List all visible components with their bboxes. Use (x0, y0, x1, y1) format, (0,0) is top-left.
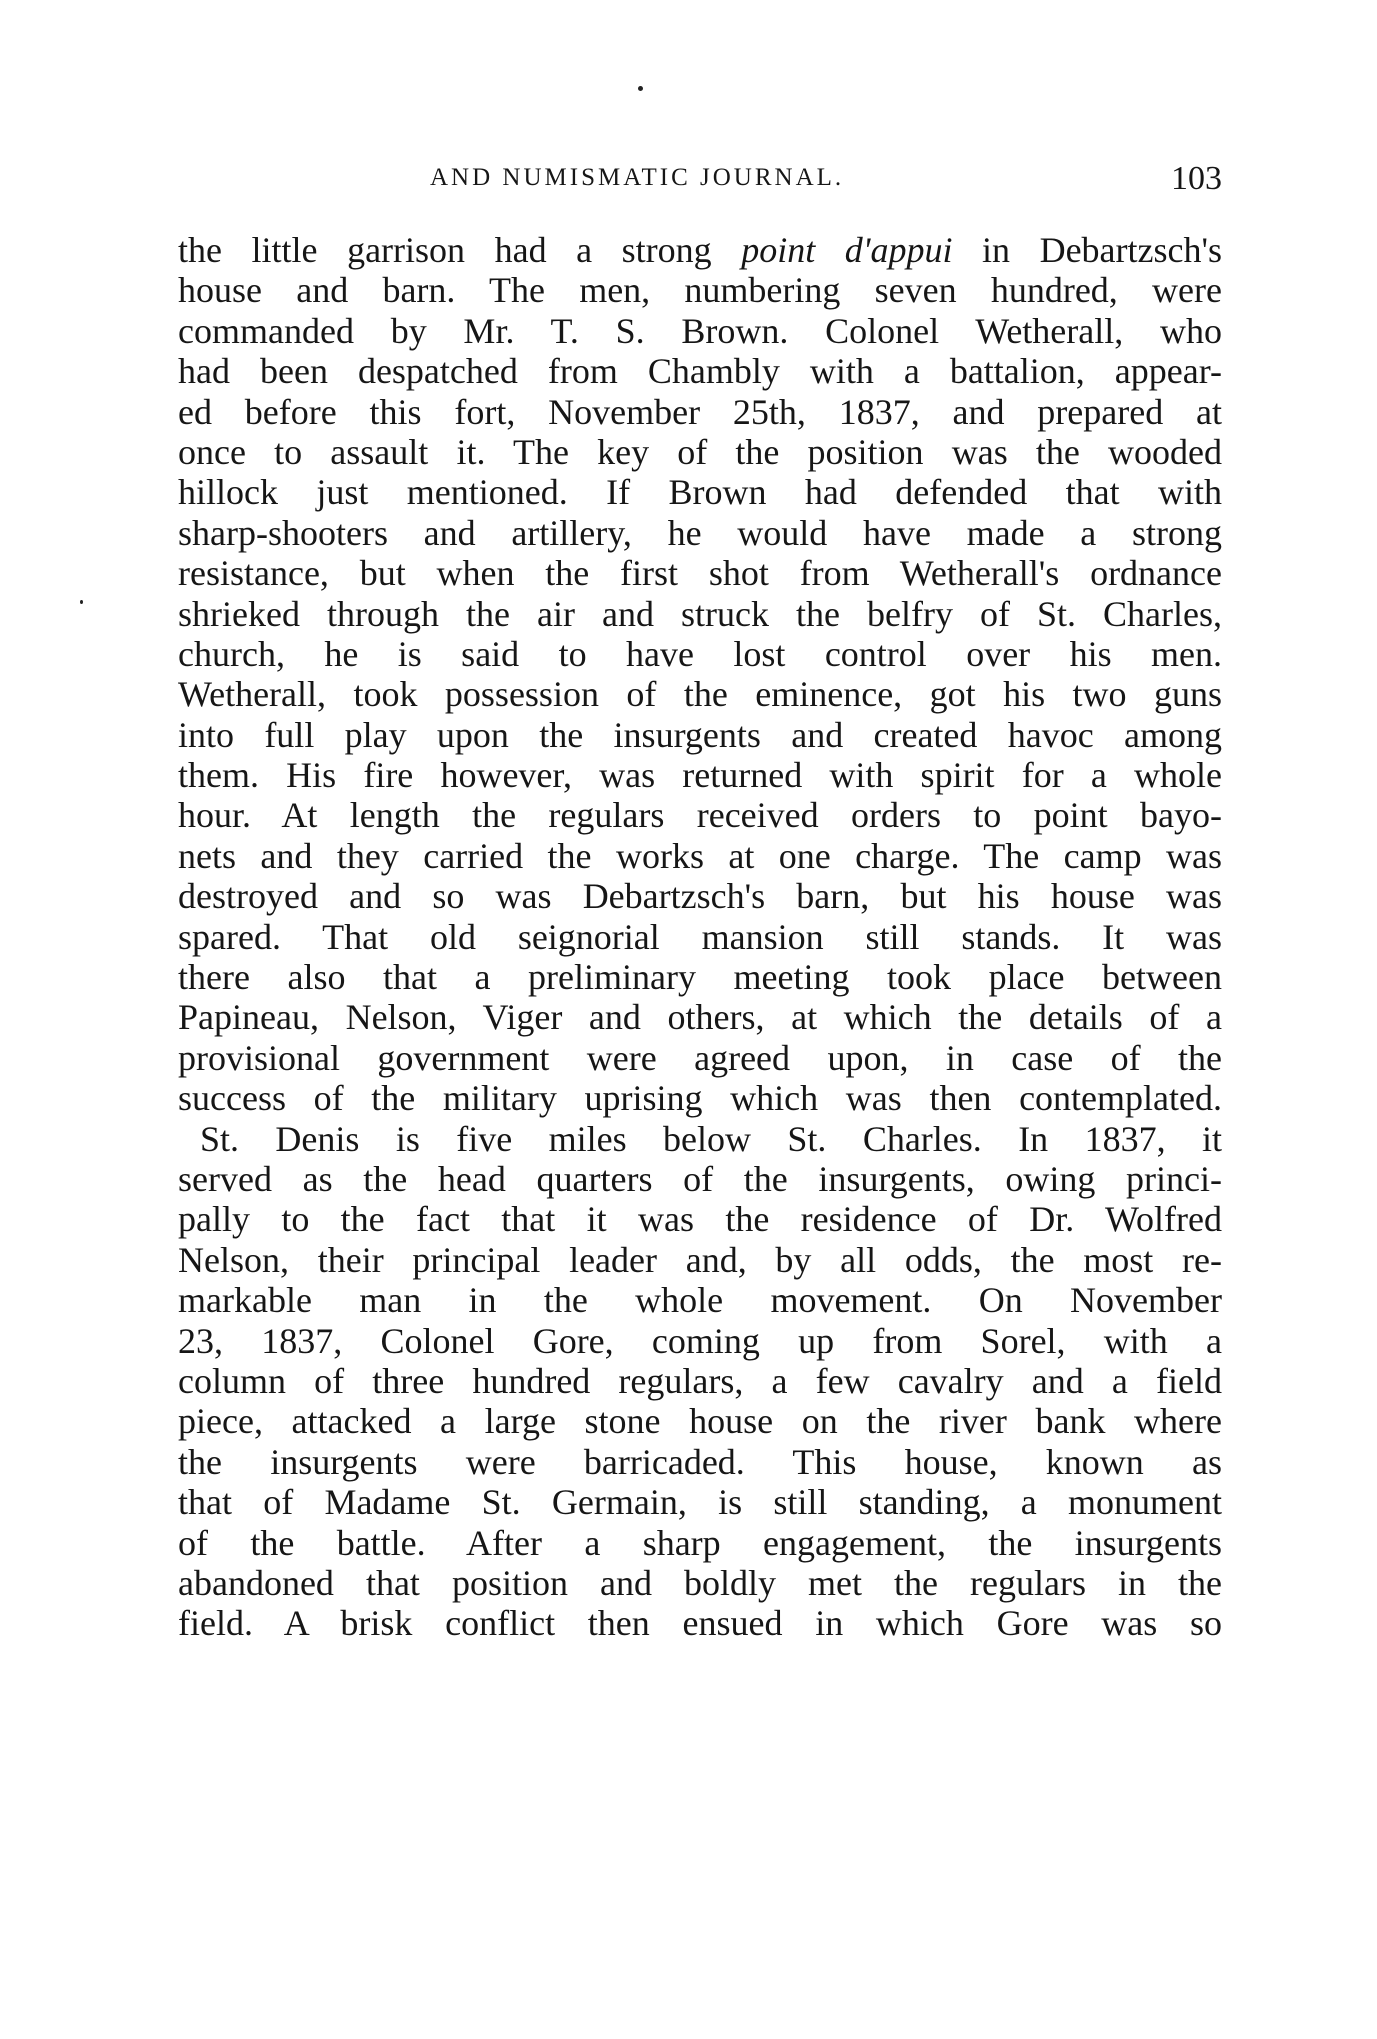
text-line: once to assault it. The key of the position was the wooded (178, 431, 1222, 472)
text-line: the little garrison had a strong point d'appui in Debartzsch's (178, 230, 1222, 270)
text-line: served as the head quarters of the insurgents, owing princi- (178, 1158, 1222, 1199)
text-line: commanded by Mr. T. S. Brown. Colonel Wetherall, who (178, 310, 1222, 351)
text-line: ed before this fort, November 25th, 1837, and prepared at (178, 391, 1222, 432)
text-line: field. A brisk conflict then ensued in which Gore was so (178, 1603, 1222, 1644)
text-line: hour. At length the regulars received orders to point bayo- (178, 795, 1222, 836)
text-line: there also that a preliminary meeting took place between (178, 957, 1222, 998)
text-line: hillock just mentioned. If Brown had defended that with (178, 472, 1222, 513)
body-text (178, 230, 1222, 1644)
text-line: piece, attacked a large stone house on the river bank where (178, 1401, 1222, 1442)
italic-phrase: point d'appui (741, 230, 953, 270)
text-line: Wetherall, took possession of the eminence, got his two guns (178, 674, 1222, 715)
text-line: Papineau, Nelson, Viger and others, at which the details of a (178, 997, 1222, 1038)
text-line: into full play upon the insurgents and created havoc among (178, 714, 1222, 755)
text-line: the insurgents were barricaded. This house, known as (178, 1441, 1222, 1482)
text-line: pally to the fact that it was the residence of Dr. Wolfred (178, 1199, 1222, 1240)
print-speck (80, 600, 83, 604)
text-line: markable man in the whole movement. On November (178, 1280, 1222, 1321)
text-line: shrieked through the air and struck the belfry of St. Charles, (178, 593, 1222, 634)
text-line: provisional government were agreed upon, in case of the (178, 1037, 1222, 1078)
text-line: success of the military uprising which was then contemplated. (178, 1078, 1222, 1119)
text-line: that of Madame St. Germain, is still standing, a monument (178, 1482, 1222, 1523)
text-line: destroyed and so was Debartzsch's barn, but his house was (178, 876, 1222, 917)
running-head: AND NUMISMATIC JOURNAL. (430, 164, 845, 191)
text-line: them. His fire however, was returned with spirit for a whole (178, 755, 1222, 796)
text-line: had been despatched from Chambly with a battalion, appear- (178, 351, 1222, 392)
text-line: column of three hundred regulars, a few cavalry and a field (178, 1360, 1222, 1401)
text-line: Nelson, their principal leader and, by all odds, the most re- (178, 1239, 1222, 1280)
page-header (178, 160, 1222, 202)
text-line: nets and they carried the works at one charge. The camp was (178, 835, 1222, 876)
page-number: 103 (1171, 160, 1222, 197)
text-line: 23, 1837, Colonel Gore, coming up from Sorel, with a (178, 1320, 1222, 1361)
text-line: resistance, but when the first shot from Wetherall's ordnance (178, 553, 1222, 594)
text-line: abandoned that position and boldly met the regulars in the (178, 1562, 1222, 1603)
print-speck (638, 86, 643, 91)
paragraph-start-line: St. Denis is five miles below St. Charles. In 1837, it (200, 1118, 1222, 1159)
text-line: sharp-shooters and artillery, he would have made a strong (178, 512, 1222, 553)
text-line: of the battle. After a sharp engagement, the insurgents (178, 1522, 1222, 1563)
text-line: church, he is said to have lost control over his men. (178, 633, 1222, 674)
text-line: house and barn. The men, numbering seven hundred, were (178, 270, 1222, 311)
text-line: spared. That old seignorial mansion still stands. It was (178, 916, 1222, 957)
